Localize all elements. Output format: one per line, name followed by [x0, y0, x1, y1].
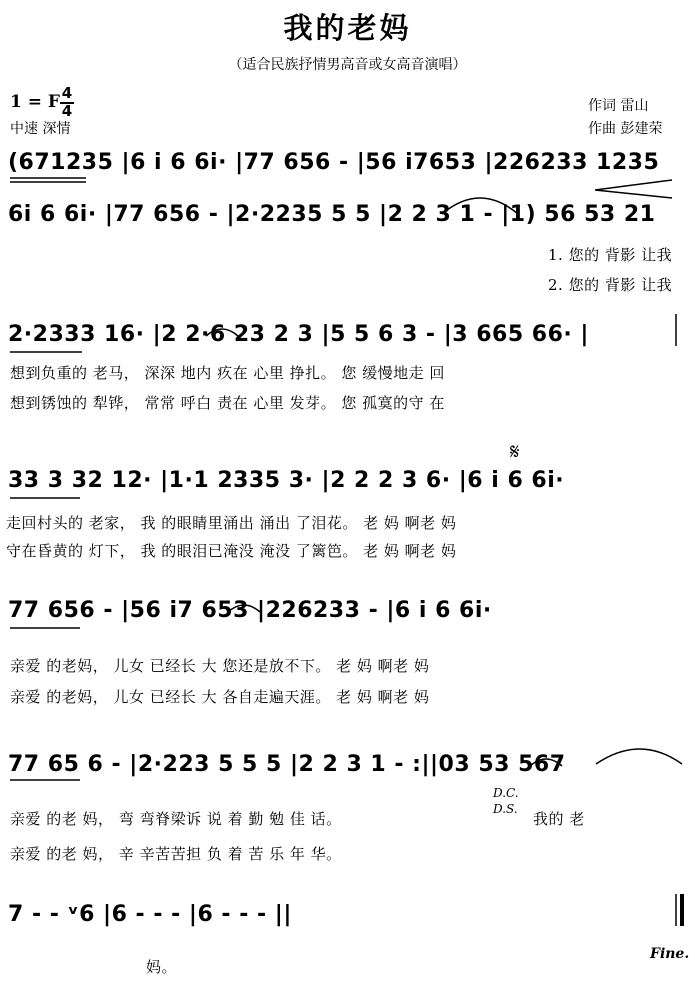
score-system-1: (671235 |6 i 6 6i· |77 656 - |56 i7653 |226233 1235	[8, 150, 660, 175]
slur-system-5	[228, 605, 260, 612]
da-capo-marking: D.C.	[493, 786, 519, 800]
score-system-3: 2·2333 16· |2 2·6 23 2 3 |5 5 6 3 - |3 665 66· |	[8, 322, 589, 347]
lyric-line-5-verse-1: 亲爱 的老妈， 儿女 已经长 大 您还是放不下。 老 妈 啊老 妈	[10, 657, 430, 675]
coda-lyric: 我的 老	[533, 810, 585, 828]
time-signature-numerator: 4	[61, 84, 73, 102]
lyric-line-5-verse-2: 亲爱 的老妈， 儿女 已经长 大 各自走遍天涯。 老 妈 啊老 妈	[10, 688, 430, 706]
final-barline-thick	[680, 894, 684, 926]
tempo-marking: 中速 深情	[10, 121, 71, 137]
slur-system-3	[206, 329, 238, 336]
score-system-5: 77 656 - |56 i7 653 |226233 - |6 i 6 6i·	[8, 598, 492, 623]
time-signature-denominator: 4	[61, 102, 73, 120]
composer-credit: 作曲 彭建荣	[588, 121, 663, 137]
lyric-line-4-verse-1: 走回村头的 老家， 我 的眼睛里涌出 涌出 了泪花。 老 妈 啊老 妈	[6, 514, 457, 532]
segno-sign: 𝄋	[510, 440, 520, 465]
lyric-line-3-verse-2: 想到锈蚀的 犁铧， 常常 呼白 责在 心里 发芽。 您 孤寞的守 在	[10, 394, 445, 412]
score-system-6: 77 65 6 - |2·223 5 5 5 |2 2 3 1 - :||03 53 567	[8, 752, 566, 777]
lyric-line-6-verse-2: 亲爱 的老 妈， 辛 辛苦苦担 负 着 苦 乐 年 华。	[10, 845, 342, 863]
verse-1-intro-lyric: 1. 您的 背影 让我	[548, 246, 673, 264]
score-system-4: 33 3 32 12· |1·1 2335 3· |2 2 2 3 6· |6 i 6 6i·	[8, 468, 565, 493]
song-title: 我的老妈	[283, 11, 412, 45]
slur-system-6a	[530, 759, 562, 766]
verse-2-intro-lyric: 2. 您的 背影 让我	[548, 276, 673, 294]
slur-system-6b	[596, 749, 682, 764]
dal-segno-marking: D.S.	[493, 802, 518, 816]
lyric-line-6-verse-1: 亲爱 的老 妈， 弯 弯脊梁诉 说 着 勤 勉 佳 话。	[10, 810, 342, 828]
key-signature: 1 = F	[10, 92, 60, 112]
lyric-line-7: 妈。	[146, 958, 178, 976]
song-subtitle: （适合民族抒情男高音或女高音演唱）	[228, 57, 467, 73]
crescendo-hairpin	[595, 180, 672, 198]
lyric-line-3-verse-1: 想到负重的 老马， 深深 地内 疚在 心里 挣扎。 您 缓慢地走 回	[10, 364, 445, 382]
fine-marking: Fine.	[650, 946, 690, 962]
score-system-7: 7 - - ᵛ6 |6 - - - |6 - - - ||	[8, 902, 292, 927]
tie-arc-system-2	[442, 198, 518, 214]
lyric-line-4-verse-2: 守在昏黄的 灯下， 我 的眼泪已淹没 淹没 了篱笆。 老 妈 啊老 妈	[6, 542, 457, 560]
score-system-2: 6i 6 6i· |77 656 - |2·2235 5 5 |2 2 3 1 - |1) 56 53 21	[8, 202, 656, 227]
lyricist-credit: 作词 雷山	[588, 98, 649, 114]
